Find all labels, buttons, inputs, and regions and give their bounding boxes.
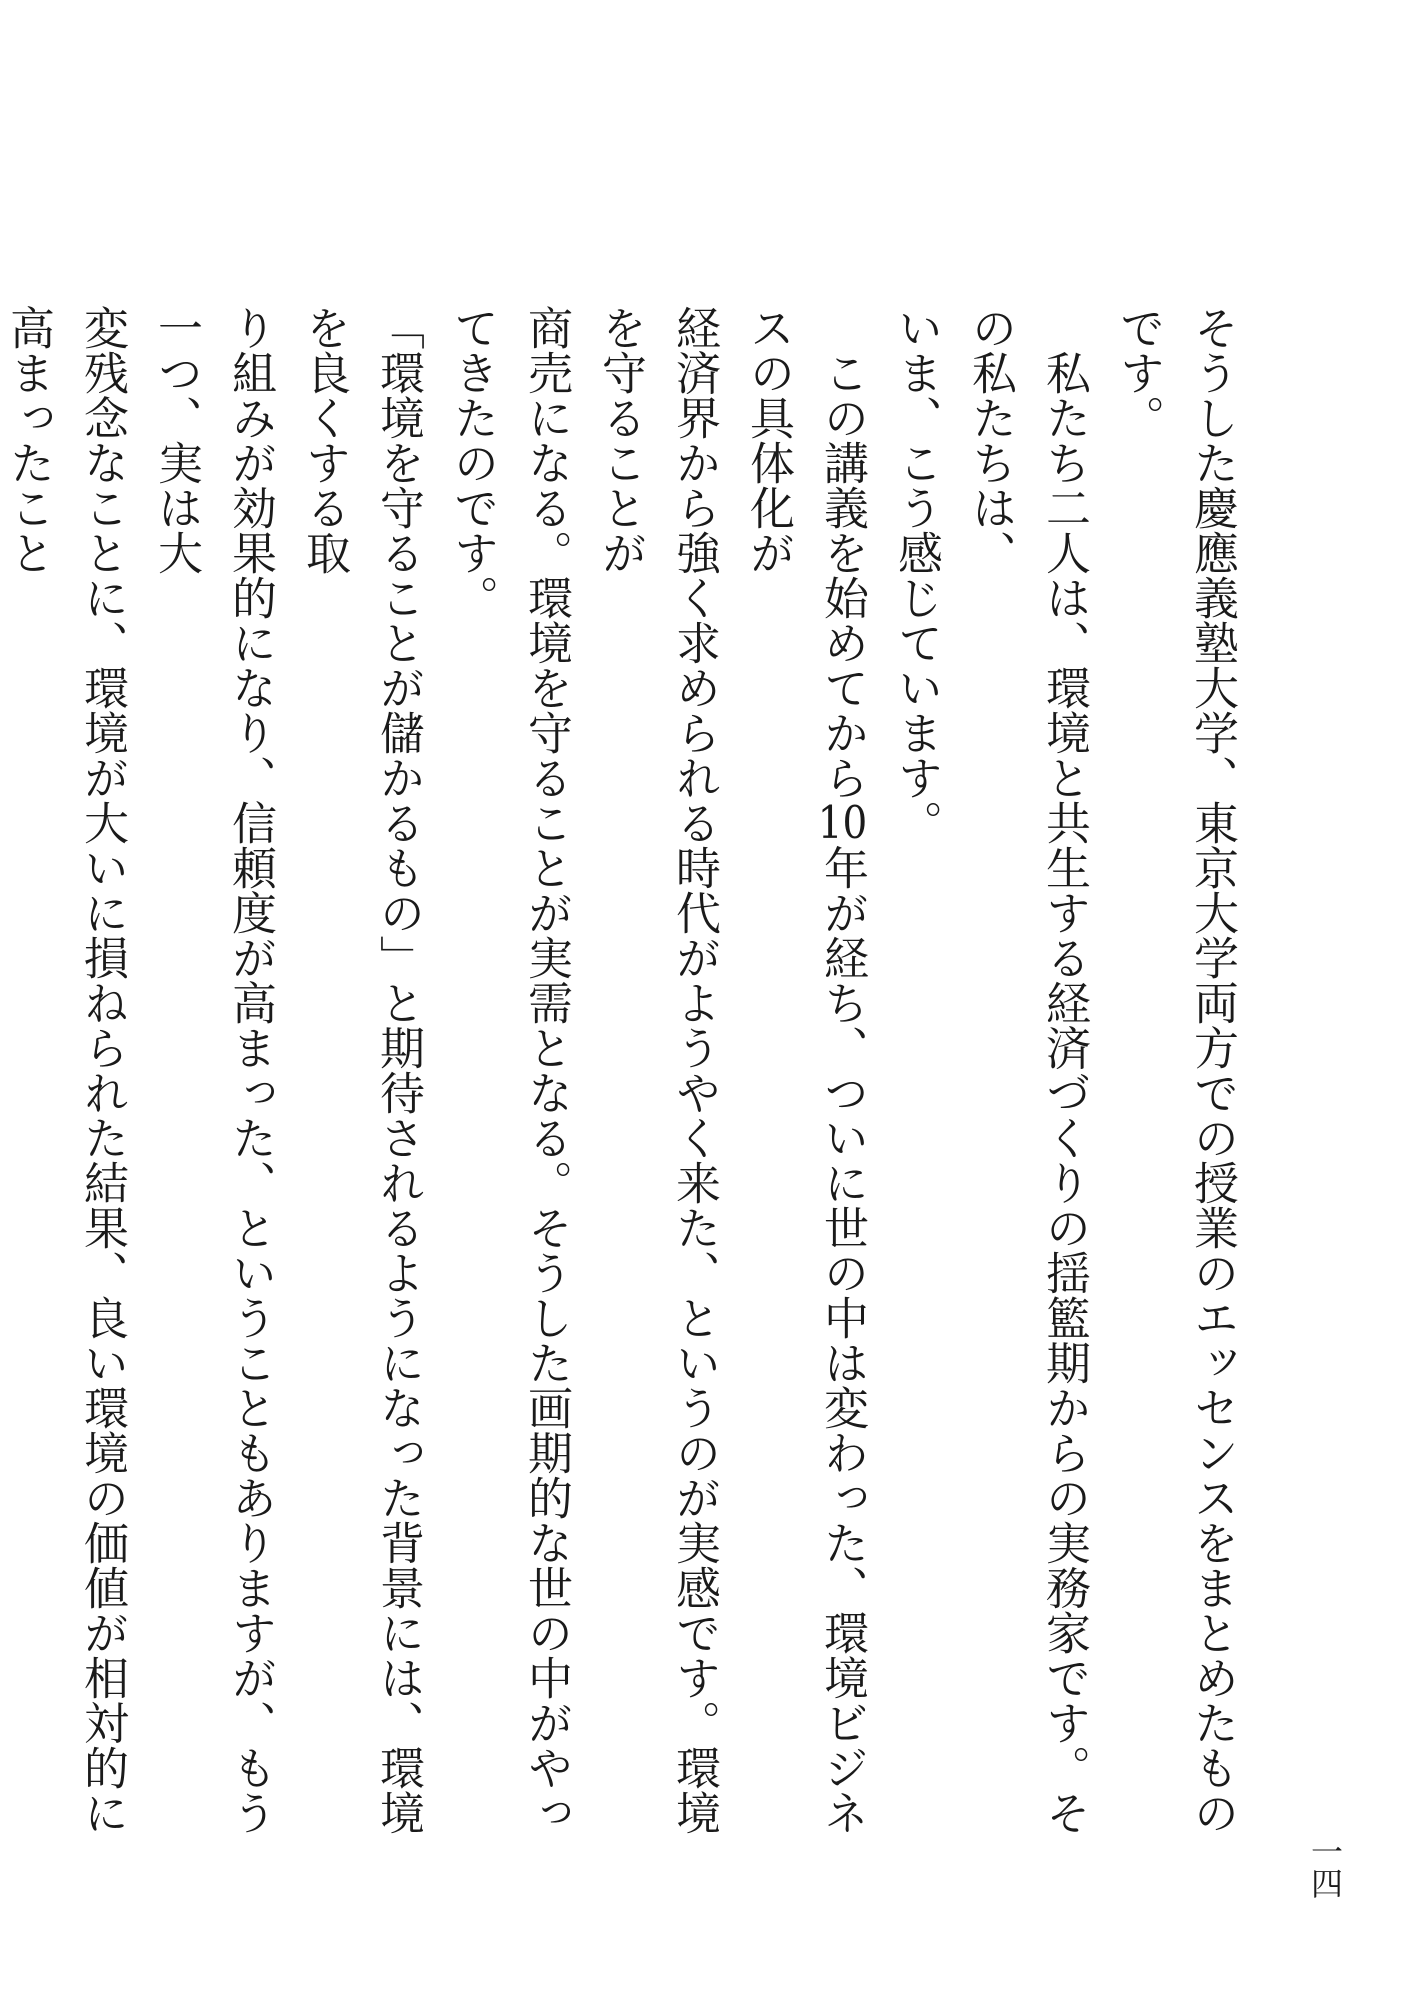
text-line: 変残念なことに、環境が大いに損ねられた結果、良い環境の価値が相対的に高まったこと	[2, 305, 129, 1835]
text-line: 私たち二人は、環境と共生する経済づくりの揺籃期からの実務家です。その私たちは、	[964, 305, 1091, 1835]
text-line: いま、こう感じています。	[890, 305, 943, 845]
text-line: り組みが効果的になり、信頼度が高まった、ということもありますが、もう一つ、実は大	[150, 305, 277, 1835]
text-line: そうした慶應義塾大学、東京大学両方での授業のエッセンスをまとめたものです。	[1112, 305, 1239, 1835]
text-line: この講義を始めてから10年が経ち、ついに世の中は変わった、環境ビジネスの具体化が	[742, 305, 869, 1835]
text-line: 経済界から強く求められる時代がようやく来た、というのが実感です。環境を守ることが	[594, 305, 721, 1835]
page-number: 一四	[1306, 1835, 1344, 1899]
text-line: 商売になる。環境を守ることが実需となる。そうした画期的な世の中がやってきたのです。	[446, 305, 573, 1835]
body-text	[0, 305, 1249, 1865]
text-line: 「環境を守ることが儲かるもの」と期待されるようになった背景には、環境を良くする取	[298, 305, 425, 1835]
